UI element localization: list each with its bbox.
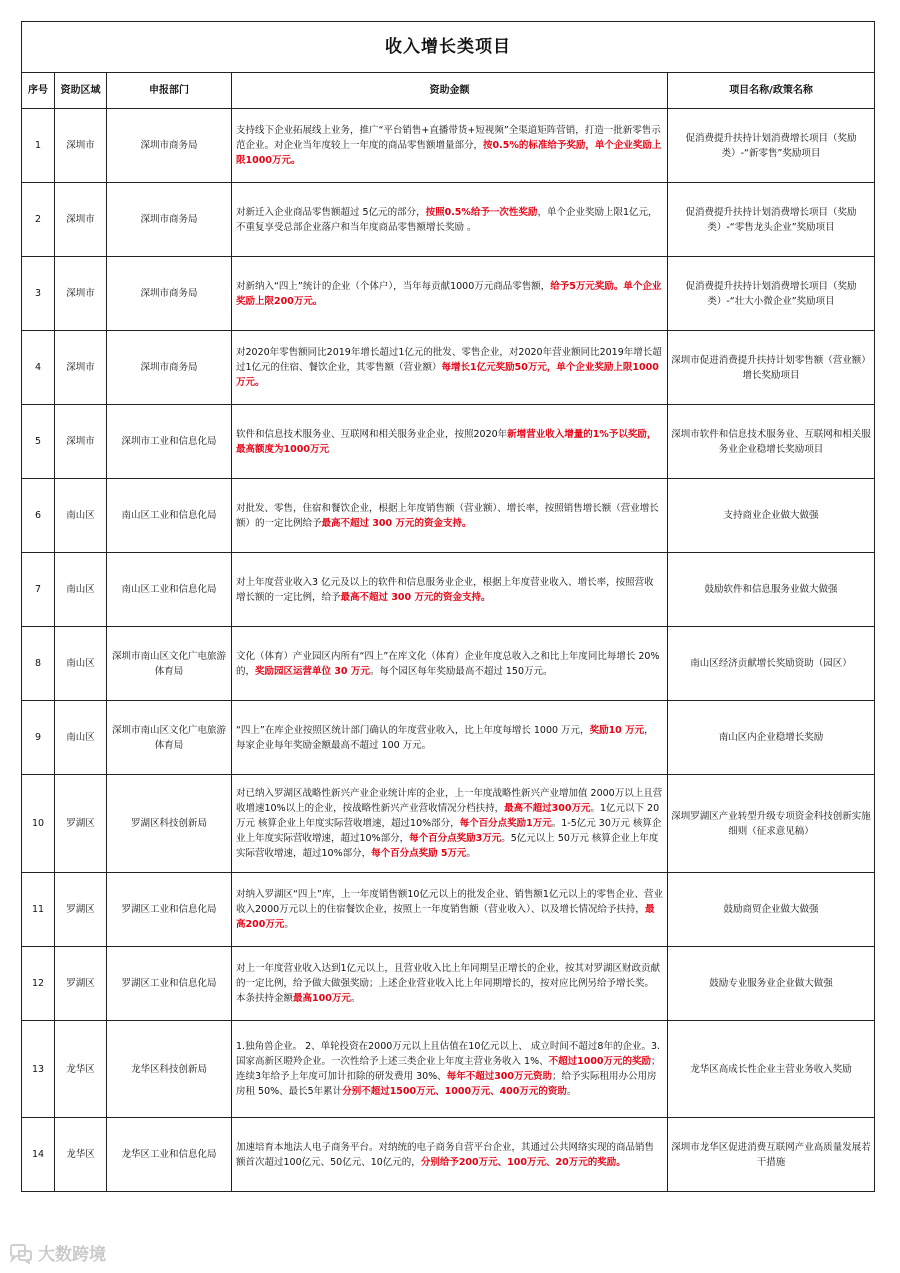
funding-text: 软件和信息技术服务业、互联网和相关服务业企业，按照2020年 (236, 428, 508, 440)
row-dept: 罗湖区工业和信息化局 (107, 873, 232, 947)
table-row (22, 1021, 875, 1118)
row-area: 龙华区 (55, 1021, 107, 1118)
funding-text: 加速培育本地法人电子商务平台。对纳统的电子商务自营平台企业，其通过公共网络实现的商品销售额首次超过100亿元、50亿元、10亿元的， (236, 1141, 655, 1168)
row-number: 9 (22, 701, 55, 775)
row-area: 深圳市 (55, 257, 107, 331)
highlight-text: 奖励10 万元 (589, 724, 645, 736)
row-project: 鼓励商贸企业做大做强 (668, 873, 875, 947)
funding-text: 。 (566, 1086, 577, 1097)
row-funding (232, 405, 668, 479)
row-project: 促消费提升扶持计划消费增长项目（奖励类）-“零售龙头企业”奖励项目 (668, 183, 875, 257)
funding-text: ；给予实际租用办公用房房租 50%、最长5年累计 (236, 1071, 657, 1097)
funding-text: 。 (466, 848, 477, 859)
highlight-text: 新增营业收入增量的1%予以奖励，最高额度为1000万元 (236, 428, 657, 455)
row-project: 鼓励专业服务业企业做大做强 (668, 947, 875, 1021)
funding-text: “四上”在库企业按照区统计部门确认的年度营业收入，比上年度每增长 1000 万元， (236, 724, 590, 736)
table-row (22, 331, 875, 405)
funding-text: 对新纳入“四上”统计的企业（个体户），当年每贡献1000万元商品零售额， (236, 280, 551, 292)
highlight-text: 按照0.5%给予一次性奖励 (425, 206, 538, 218)
header-dept: 申报部门 (107, 73, 232, 109)
header-funding: 资助金额 (232, 73, 668, 109)
row-funding (232, 873, 668, 947)
funding-text: ，每家企业每年奖励金额最高不超过 100 万元。 (236, 724, 654, 751)
row-number: 13 (22, 1021, 55, 1118)
row-number: 11 (22, 873, 55, 947)
row-area: 南山区 (55, 553, 107, 627)
row-number: 2 (22, 183, 55, 257)
row-dept: 南山区工业和信息化局 (107, 479, 232, 553)
highlight-text: 每年不超过300万元资助 (446, 1071, 553, 1082)
row-project: 支持商业企业做大做强 (668, 479, 875, 553)
row-dept: 南山区工业和信息化局 (107, 553, 232, 627)
funding-text: 对上年度营业收入3 亿元及以上的软件和信息服务业企业，根据上年度营业收入、增长率，按照营收增长额的一定比例，给予 (236, 576, 654, 603)
row-area: 罗湖区 (55, 873, 107, 947)
row-area: 罗湖区 (55, 775, 107, 873)
row-funding (232, 627, 668, 701)
table-row (22, 701, 875, 775)
row-project: 南山区经济贡献增长奖励资助（园区） (668, 627, 875, 701)
funding-text: 对新迁入企业商品零售额超过 5亿元的部分， (236, 206, 426, 218)
row-dept: 深圳市工业和信息化局 (107, 405, 232, 479)
funding-text: 对批发、零售，住宿和餐饮企业，根据上年度销售额（营业额）、增长率，按照销售增长额（营业增长额）的一定比例给予 (236, 502, 659, 529)
funding-text: 。 (350, 993, 361, 1004)
funding-text: 对2020年零售额同比2019年增长超过1亿元的批发、零售企业，对2020年营业额同比2019年增长超过1亿元的住宿、餐饮企业，其零售额（营业额） (236, 347, 662, 373)
row-dept: 深圳市商务局 (107, 331, 232, 405)
highlight-text: 最高100万元 (293, 993, 351, 1004)
page-title: 收入增长类项目 (22, 22, 875, 73)
funding-text: 对上一年度营业收入达到1亿元以上，且营业收入比上年同期呈正增长的企业，按其对罗湖区财政贡献的一定比例，给予做大做强奖励；上述企业营业收入比上年同期增长的，按对应比例另给予增长奖。本条扶持金额 (236, 963, 661, 1004)
row-area: 深圳市 (55, 405, 107, 479)
row-project: 南山区内企业稳增长奖励 (668, 701, 875, 775)
funding-text: 1.独角兽企业。 2、单轮投资在2000万元以上且估值在10亿元以上、 成立时间不超过8年的企业。3.国家高新区瞪羚企业。一次性给予上述三类企业上年度主营业务收入 1%、 (236, 1041, 661, 1067)
funding-text: 对已纳入罗湖区战略性新兴产业企业统计库的企业，上一年度战略性新兴产业增加值 2000万以上且营收增速10%以上的企业，按战略性新兴产业营收情况分档扶持， (236, 788, 663, 814)
row-number: 10 (22, 775, 55, 873)
highlight-text: 最高不超过300万元 (504, 803, 591, 814)
policy-sheet (21, 21, 874, 1192)
watermark-text: 大数跨境 (38, 1245, 106, 1265)
row-number: 6 (22, 479, 55, 553)
table-row (22, 775, 875, 873)
row-funding (232, 947, 668, 1021)
row-number: 12 (22, 947, 55, 1021)
funding-text: 。1亿元以下 20万元 核算企业上年度实际营收增速，超过10%部分， (236, 803, 660, 829)
row-number: 4 (22, 331, 55, 405)
highlight-text: 分别给予200万元、100万元、20万元的奖励。 (420, 1156, 626, 1168)
row-dept: 深圳市商务局 (107, 183, 232, 257)
row-number: 8 (22, 627, 55, 701)
table-row (22, 1118, 875, 1192)
funding-text: 。 (284, 919, 294, 930)
row-funding (232, 109, 668, 183)
row-project: 深圳罗湖区产业转型升级专项资金科技创新实施细则（征求意见稿） (668, 775, 875, 873)
row-area: 深圳市 (55, 183, 107, 257)
row-dept: 罗湖区科技创新局 (107, 775, 232, 873)
row-area: 罗湖区 (55, 947, 107, 1021)
highlight-text: 每个百分点奖励3万元 (409, 833, 502, 844)
header-area: 资助区域 (55, 73, 107, 109)
row-funding (232, 1021, 668, 1118)
row-funding (232, 479, 668, 553)
table-row (22, 183, 875, 257)
funding-text: 。1-5亿元 30万元 核算企业上年度实际营收增速，超过10%部分， (236, 818, 662, 844)
funding-text: 支持线下企业拓展线上业务，推广“平台销售+直播带货+短视频”全渠道矩阵营销，打造一批新零售示范企业。对企业当年度较上一年度的商品零售额增量部分， (236, 125, 661, 151)
highlight-text: 最高200万元 (236, 904, 655, 930)
row-area: 龙华区 (55, 1118, 107, 1192)
chat-bubble-logo-icon (8, 1244, 32, 1262)
row-funding (232, 1118, 668, 1192)
row-number: 3 (22, 257, 55, 331)
highlight-text: 每个百分点奖励1万元 (459, 818, 552, 829)
row-project: 深圳市龙华区促进消费互联网产业高质量发展若干措施 (668, 1118, 875, 1192)
row-dept: 龙华区科技创新局 (107, 1021, 232, 1118)
projects-table (21, 21, 875, 1192)
table-row (22, 257, 875, 331)
row-area: 南山区 (55, 701, 107, 775)
row-dept: 龙华区工业和信息化局 (107, 1118, 232, 1192)
header-project: 项目名称/政策名称 (668, 73, 875, 109)
table-row (22, 405, 875, 479)
table-row (22, 479, 875, 553)
row-funding (232, 701, 668, 775)
highlight-text: 最高不超过 300 万元的资金支持。 (321, 517, 472, 529)
row-project: 促消费提升扶持计划消费增长项目（奖励类）-“壮大小微企业”奖励项目 (668, 257, 875, 331)
funding-text: 。每个园区每年奖励最高不超过 150万元。 (369, 665, 553, 677)
row-number: 1 (22, 109, 55, 183)
row-funding (232, 775, 668, 873)
row-funding (232, 257, 668, 331)
funding-text: 对纳入罗湖区“四上”库，上一年度销售额10亿元以上的批发企业、销售额1亿元以上的零售企业、营业收入2000万元以上的住宿餐饮企业，按照上一年度销售额（营业收入）、以及增长情况给予扶持， (236, 889, 663, 915)
highlight-text: 奖励园区运营单位 30 万元 (255, 665, 370, 677)
highlight-text: 分别不超过1500万元、1000万元、400万元的资助 (342, 1086, 567, 1097)
row-funding (232, 553, 668, 627)
row-funding (232, 183, 668, 257)
table-row (22, 109, 875, 183)
highlight-text: 给予5万元奖励。单个企业奖励上限200万元。 (236, 280, 662, 307)
row-dept: 罗湖区工业和信息化局 (107, 947, 232, 1021)
highlight-text: 最高不超过 300 万元的资金支持。 (340, 591, 491, 603)
row-number: 5 (22, 405, 55, 479)
row-area: 南山区 (55, 627, 107, 701)
row-project: 深圳市软件和信息技术服务业、互联网和相关服务业企业稳增长奖励项目 (668, 405, 875, 479)
row-area: 深圳市 (55, 331, 107, 405)
row-project: 鼓励软件和信息服务业做大做强 (668, 553, 875, 627)
row-area: 南山区 (55, 479, 107, 553)
row-project: 促消费提升扶持计划消费增长项目（奖励类）-“新零售”奖励项目 (668, 109, 875, 183)
row-number: 7 (22, 553, 55, 627)
highlight-text: 按0.5%的标准给予奖励，单个企业奖励上限1000万元。 (236, 140, 662, 166)
header-no: 序号 (22, 73, 55, 109)
table-row (22, 627, 875, 701)
watermark (8, 1240, 106, 1265)
table-row (22, 947, 875, 1021)
table-row (22, 553, 875, 627)
highlight-text: 每增长1亿元奖励50万元，单个企业奖励上限1000万元。 (236, 362, 659, 388)
row-project: 深圳市促进消费提升扶持计划零售额（营业额）增长奖励项目 (668, 331, 875, 405)
row-funding (232, 331, 668, 405)
row-project: 龙华区高成长性企业主营业务收入奖励 (668, 1021, 875, 1118)
highlight-text: 不超过1000万元的奖励 (548, 1056, 652, 1067)
header-row (22, 73, 875, 109)
funding-text: ，单个企业奖励上限1亿元，不重复享受总部企业落户和当年度商品零售额增长奖励 。 (236, 206, 658, 233)
table-row (22, 873, 875, 947)
funding-text: 文化（体育）产业园区内所有“四上”在库文化（体育）企业年度总收入之和比上年度同比每增长 20% 的， (236, 650, 660, 677)
table-body (22, 109, 875, 1192)
funding-text: ；连续3年给予上年度可加计扣除的研发费用 30%、 (236, 1056, 661, 1082)
highlight-text: 每个百分点奖励 5万元 (371, 848, 467, 859)
row-area: 深圳市 (55, 109, 107, 183)
funding-text: 。5亿元以上 50万元 核算企业上年度实际营收增速，超过10%部分， (236, 833, 659, 859)
row-number: 14 (22, 1118, 55, 1192)
row-dept: 深圳市商务局 (107, 257, 232, 331)
row-dept: 深圳市商务局 (107, 109, 232, 183)
row-dept: 深圳市南山区文化广电旅游体育局 (107, 701, 232, 775)
row-dept: 深圳市南山区文化广电旅游体育局 (107, 627, 232, 701)
